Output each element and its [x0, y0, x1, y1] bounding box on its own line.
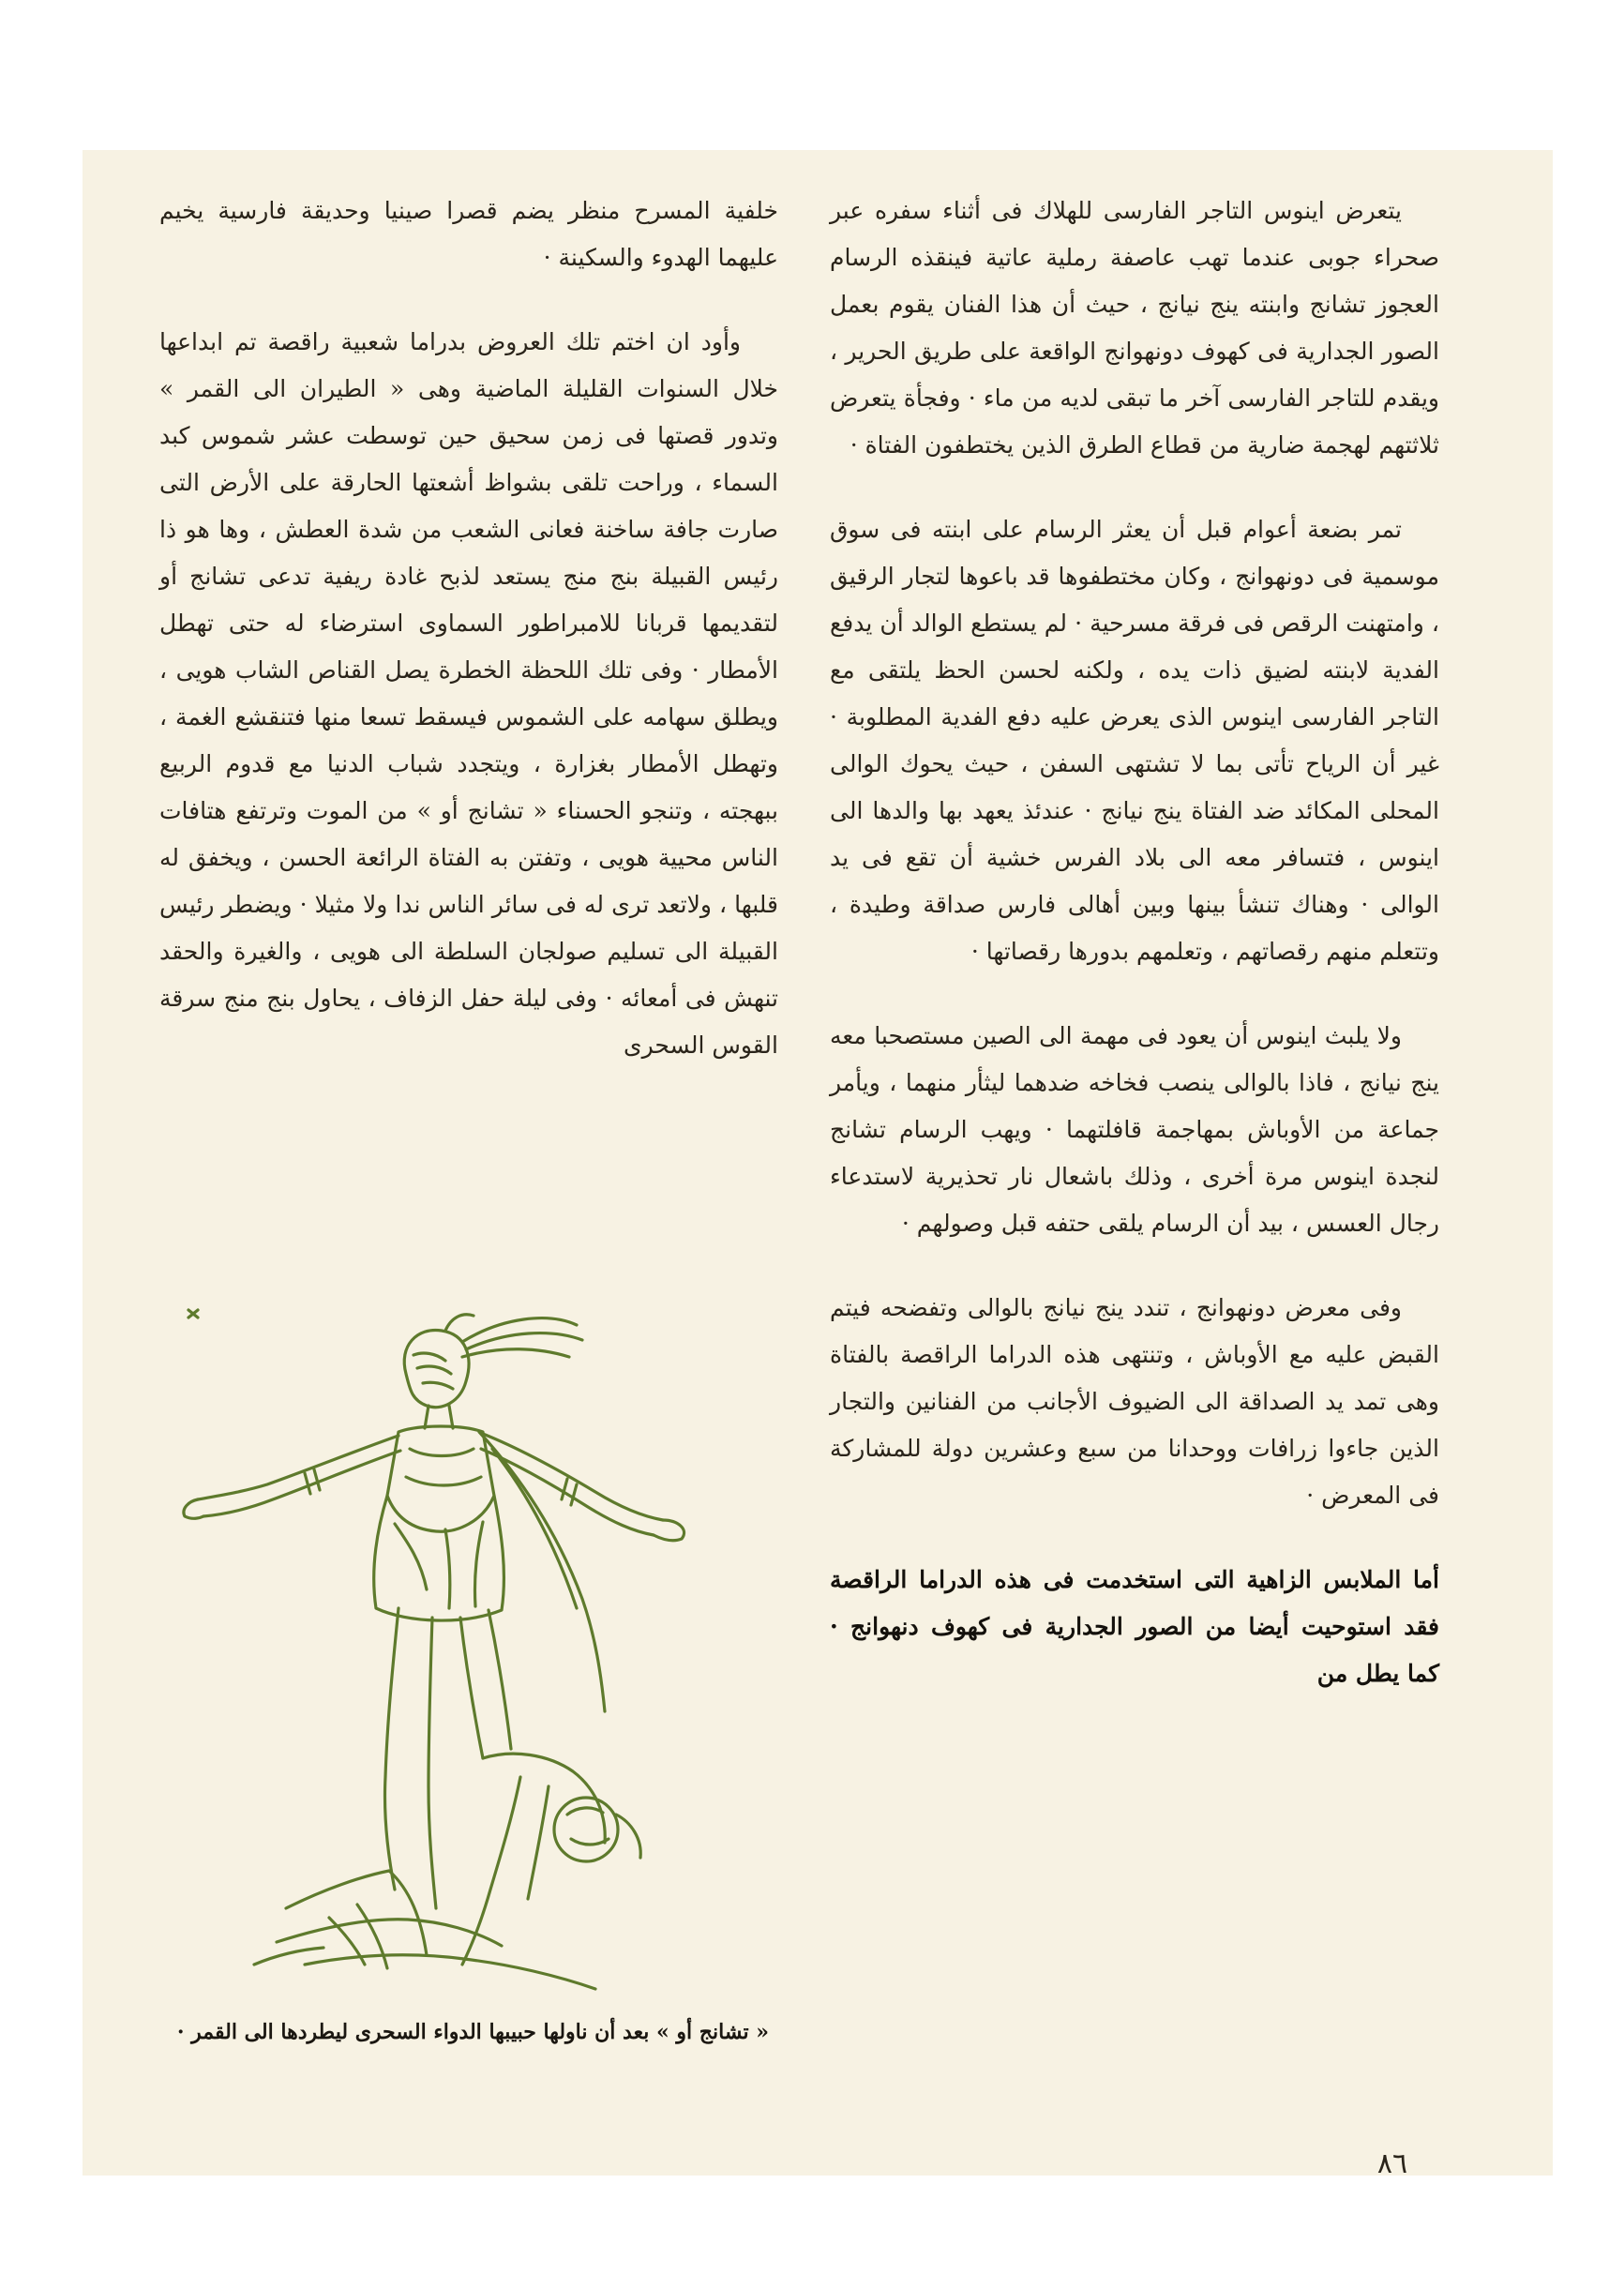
- dancer-sketch: [164, 1308, 764, 1993]
- paragraph: ولا يلبث اينوس أن يعود فى مهمة الى الصين مستصحبا معه ينج نيانج ، فاذا بالوالى ينصب فخاخه ضدهما ليثأر منهما ، ويأمر جماعة من الأوباش بمهاجمة قافلتهما · ويهب الرسام تشانج لنجدة اينوس مرة أخرى ، وذلك باشعال نار تحذيرية لاستدعاء رجال العسس ، بيد أن الرسام يلقى حتفه قبل وصولهم ·: [830, 1022, 1439, 1237]
- paragraph: وأود ان اختم تلك العروض بدراما شعبية راقصة تم ابداعها خلال السنوات القليلة الماضية وهى « الطيران الى القمر » وتدور قصتها فى زمن سحيق حين توسطت عشر شموس كبد السماء ، وراحت تلقى بشواظ أشعتها الحارقة على الأرض التى صارت جافة ساخنة فعانى الشعب من شدة العطش ، وها هو ذا رئيس القبيلة بنج منج يستعد لذبح غادة ريفية تدعى تشانج أو لتقديمها قربانا للامبراطور السماوى استرضاء له حتى تهطل الأمطار · وفى تلك اللحظة الخطرة يصل القناص الشاب هويى ، ويطلق سهامه على الشموس فيسقط تسعا منها فتنقشع الغمة ، وتهطل الأمطار بغزارة ، ويتجدد شباب الدنيا مع قدوم الربيع ببهجته ، وتنجو الحسناء « تشانج أو » من الموت وترتفع هتافات الناس محيية هويى ، وتفتن به الفتاة الرائعة الحسن ، ويخفق له قلبها ، ولاتعد ترى له فى سائر الناس ندا ولا مثيلا · ويضطر رئيس القبيلة الى تسليم صولجان السلطة الى هويى ، والغيرة والحقد تنهش فى أمعائه · وفى ليلة حفل الزفاف ، يحاول بنج منج سرقة القوس السحرى: [159, 328, 778, 1059]
- figure-caption: « تشانج أو » بعد أن ناولها حبيبها الدواء السحرى ليطردها الى القمر ·: [176, 2020, 769, 2044]
- right-column: [830, 188, 1439, 1735]
- left-column: [159, 188, 778, 1107]
- paragraph: يتعرض اينوس التاجر الفارسى للهلاك فى أثناء سفره عبر صحراء جوبى عندما تهب عاصفة رملية عاتية فينقذه الرسام العجوز تشانج وابنته ينج نيانج ، حيث أن هذا الفنان يقوم بعمل الصور الجدارية فى كهوف دونهوانج الواقعة على طريق الحرير ، ويقدم للتاجر الفارسى آخر ما تبقى لديه من ماء · وفجأة يتعرض ثلاثتهم لهجمة ضارية من قطاع الطرق الذين يختطفون الفتاة ·: [830, 197, 1439, 459]
- page-number: ٨٦: [1376, 2147, 1408, 2180]
- paragraph: خلفية المسرح منظر يضم قصرا صينيا وحديقة فارسية يخيم عليهما الهدوء والسكينة ·: [159, 197, 778, 271]
- paragraph: وفى معرض دونهوانج ، تندد ينج نيانج بالوالى وتفضحه فيتم القبض عليه مع الأوباش ، وتنتهى هذه الدراما الراقصة بالفتاة وهى تمد يد الصداقة الى الضيوف الأجانب من الفنانين والتجار الذين جاءوا زرافات ووحدانا من سبع وعشرين دولة للمشاركة فى المعرض ·: [830, 1294, 1439, 1509]
- dancer-illustration: [164, 1308, 764, 1993]
- paragraph: تمر بضعة أعوام قبل أن يعثر الرسام على ابنته فى سوق موسمية فى دونهوانج ، وكان مختطفوها قد باعوها لتجار الرقيق ، وامتهنت الرقص فى فرقة مسرحية · لم يستطع الوالد أن يدفع الفدية لابنته لضيق ذات يده ، ولكنه لحسن الحظ يلتقى مع التاجر الفارسى اينوس الذى يعرض عليه دفع الفدية المطلوبة · غير أن الرياح تأتى بما لا تشتهى السفن ، حيث يحوك الوالى المحلى المكائد ضد الفتاة ينج نيانج · عندئذ يعهد بها والدها الى اينوس ، فتسافر معه الى بلاد الفرس خشية أن تقع فى يد الوالى · وهناك تنشأ بينها وبين أهالى فارس صداقة وطيدة ، وتتعلم منهم رقصاتهم ، وتعلمهم بدورها رقصاتها ·: [830, 516, 1439, 965]
- paragraph-bold: أما الملابس الزاهية التى استخدمت فى هذه الدراما الراقصة فقد استوحيت أيضا من الصور الجدارية فى كهوف دنهوانج · كما يطل من: [830, 1566, 1439, 1687]
